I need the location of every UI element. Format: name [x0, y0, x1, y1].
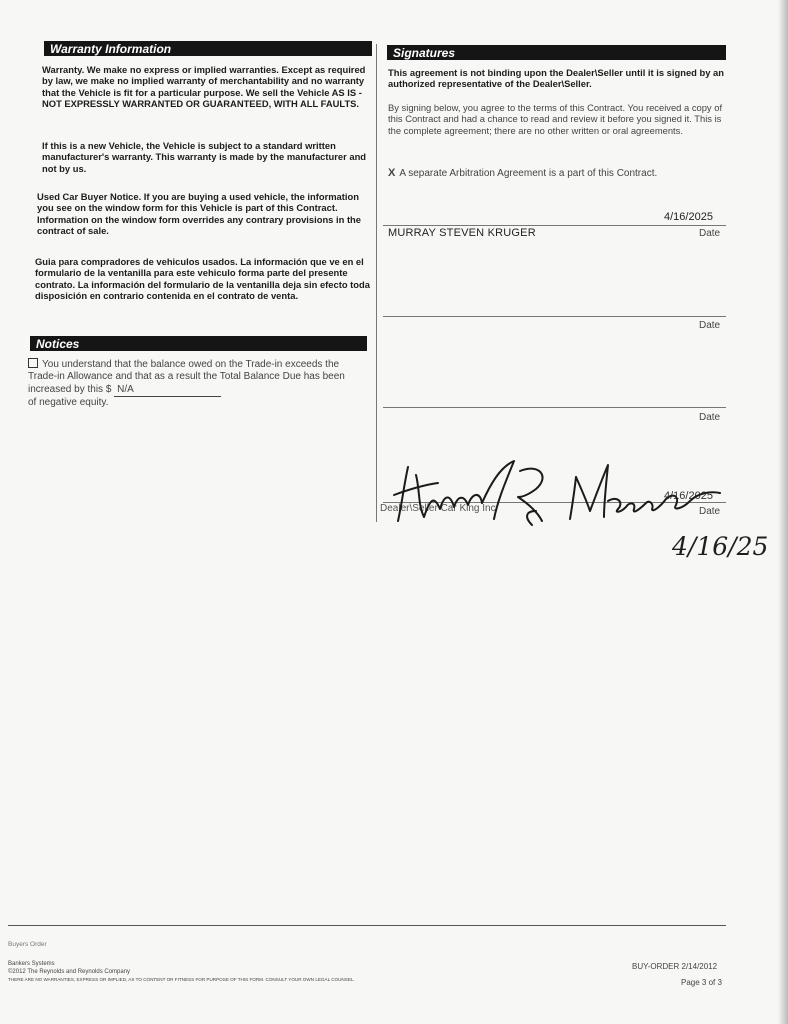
vendor-name: Bankers Systems: [8, 961, 55, 967]
warranty-header: Warranty Information: [44, 41, 372, 56]
page-number: Page 3 of 3: [681, 978, 722, 987]
third-signature-line: [383, 407, 726, 408]
buyer-name: MURRAY STEVEN KRUGER: [388, 227, 536, 239]
dealer-date-label: Date: [699, 506, 721, 517]
negative-equity-amount: N/A: [114, 384, 221, 397]
third-date-label: Date: [699, 412, 721, 423]
new-vehicle-paragraph: If this is a new Vehicle, the Vehicle is subject to a standard written manufacturer's warranty. This warranty is made by the manufacturer and not by us.: [42, 140, 367, 174]
disclaimer-text: THERE ARE NO WARRANTIES, EXPRESS OR IMPLIED, AS TO CONTENT OR FITNESS FOR PURPOSE OF THIS FORM. CONSULT YOUR OWN LEGAL COUNSEL.: [8, 977, 355, 982]
arbitration-line: X A separate Arbitration Agreement is a part of this Contract.: [388, 167, 658, 179]
used-car-notice-paragraph: Used Car Buyer Notice. If you are buying a used vehicle, the information you see on the window form for this Vehicle is part of this Contract. Information on the window form overrides any contrary provisions in the contract of sale.: [37, 191, 362, 236]
dealer-label: Dealer\Seller Car King Inc: [380, 503, 496, 514]
binding-notice: This agreement is not binding upon the Dealer\Seller until it is signed by an authorized representative of the Dealer\Seller.: [388, 67, 724, 90]
notices-header: Notices: [30, 336, 367, 351]
agreement-terms: By signing below, you agree to the terms of this Contract. You received a copy of this Contract and had a chance to read and review it before you signed it. This is the complete agreement; there are no other written or oral agreements.: [388, 102, 723, 136]
signatures-header: Signatures: [387, 45, 726, 60]
buyer-signature-line: [383, 225, 726, 226]
notices-text: You understand that the balance owed on the Trade-in exceeds the Trade-in Allowance and that as a result the Total Balance Due has been increased by this $ N/A of negative equity.: [28, 359, 345, 408]
buyer-date-value: 4/16/2025: [664, 211, 713, 223]
column-divider: [376, 44, 377, 522]
arbitration-checkbox[interactable]: X: [388, 167, 396, 179]
handwritten-date: 4/16/25: [672, 532, 769, 561]
form-name: Buyers Order: [8, 941, 47, 948]
page-edge-shadow: [778, 0, 788, 1024]
form-id: BUY-ORDER 2/14/2012: [632, 962, 718, 971]
trade-in-checkbox[interactable]: [28, 358, 38, 368]
cobuyer-date-label: Date: [699, 320, 721, 331]
buyer-date-label: Date: [699, 228, 721, 239]
warranty-paragraph: Warranty. We make no express or implied warranties. Except as required by law, we make no implied warranty of merchantability and no warranty that the Vehicle is fit for a particular purpose. We sell the Vehicle AS IS - NOT EXPRESSLY WARRANTED OR GUARANTEED, WITH ALL FAULTS.: [42, 64, 366, 109]
copyright-text: ©2012 The Reynolds and Reynolds Company: [8, 969, 131, 975]
dealer-date-value: 4/16/2025: [664, 490, 713, 502]
footer-rule: [8, 925, 726, 926]
cobuyer-signature-line: [383, 316, 726, 317]
spanish-notice-paragraph: Guia para compradores de vehiculos usados. La información que ve en el formulario de la ventanilla para este vehiculo forma parte del presente contrato. La información del formulario de la ventanilla deja sin efecto toda disposición en contrario contenida en el contrato de venta.: [35, 256, 370, 301]
dealer-signature-scribble: [390, 455, 730, 530]
